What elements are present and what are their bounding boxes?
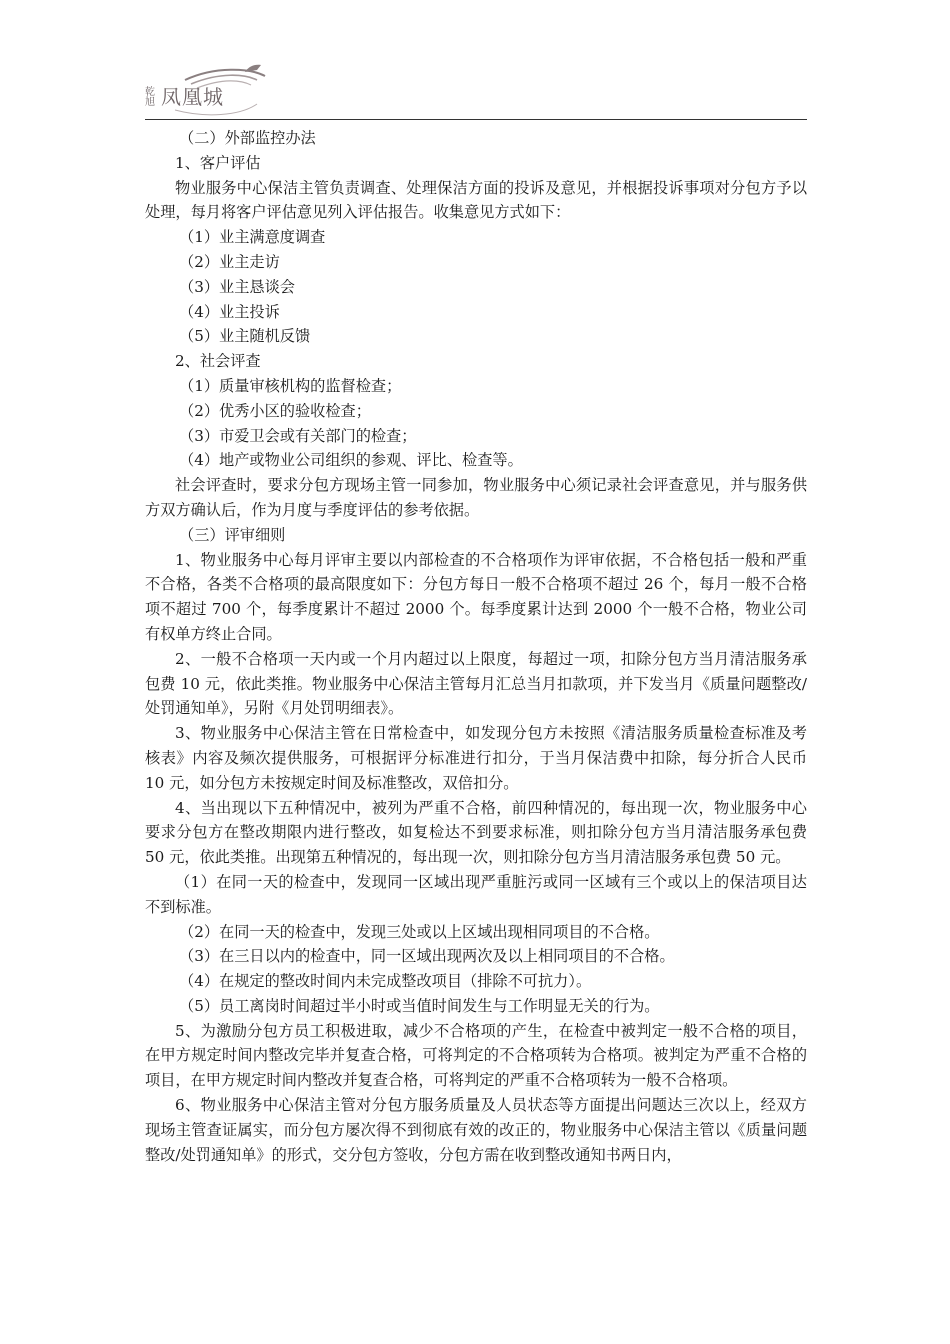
paragraph: （2）在同一天的检查中，发现三处或以上区域出现相同项目的不合格。 bbox=[179, 922, 660, 941]
paragraph: （2）优秀小区的验收检查； bbox=[179, 401, 371, 420]
document-body bbox=[145, 126, 807, 1167]
paragraph: 1、客户评估 bbox=[175, 153, 261, 172]
paragraph: 2、社会评查 bbox=[175, 352, 261, 371]
page-header bbox=[142, 58, 807, 120]
paragraph: 5、为激励分包方员工积极进取，减少不合格项的产生，在检查中被判定一般不合格的项目，在甲方规定时间内整改完毕并复查合格，可将判定的不合格项转为合格项。被判定为严重不合格的项目，在甲方规定时间内整改并复查合格，可将判定的严重不合格项转为一般不合格项。 bbox=[145, 1021, 807, 1090]
paragraph: （3）业主恳谈会 bbox=[179, 277, 295, 296]
paragraph: 物业服务中心保洁主管负责调查、处理保洁方面的投诉及意见，并根据投诉事项对分包方予以处理，每月将客户评估意见列入评估报告。收集意见方式如下： bbox=[145, 178, 807, 222]
paragraph: 6、物业服务中心保洁主管对分包方服务质量及人员状态等方面提出问题达三次以上，经双方现场主管查证属实，而分包方屡次得不到彻底有效的改正的，物业服务中心保洁主管以《质量问题整改/处罚通知单》的形式，交分包方签收，分包方需在收到整改通知书两日内， bbox=[145, 1096, 807, 1164]
paragraph: （1）业主满意度调查 bbox=[179, 228, 326, 247]
phoenix-city-logo bbox=[142, 58, 305, 118]
paragraph: （3）市爱卫会或有关部门的检查； bbox=[179, 426, 417, 445]
paragraph: （5）员工离岗时间超过半小时或当值时间发生与工作明显无关的行为。 bbox=[179, 996, 660, 1015]
paragraph: （三）评审细则 bbox=[179, 525, 286, 544]
paragraph: （4）在规定的整改时间内未完成整改项目（排除不可抗力）。 bbox=[179, 972, 592, 991]
paragraph: （2）业主走访 bbox=[179, 252, 280, 271]
paragraph: 1、物业服务中心每月评审主要以内部检查的不合格项作为评审依据，不合格包括一般和严重不合格，各类不合格项的最高限度如下：分包方每日一般不合格项不超过 26 个，每月一般不合格项不超过 700 个，每季度累计不超过 2000 个。每季度累计达到 2000 个一般不合格，物业公司有权单方终止合同。 bbox=[145, 550, 807, 643]
paragraph: （3）在三日以内的检查中，同一区域出现两次及以上相同项目的不合格。 bbox=[179, 947, 675, 966]
paragraph: 2、一般不合格项一天内或一个月内超过以上限度，每超过一项，扣除分包方当月清洁服务承包费 10 元，依此类推。物业服务中心保洁主管每月汇总当月扣款项，并下发当月《质量问题整改/处罚通知单》，另附《月处罚明细表》。 bbox=[145, 649, 807, 718]
paragraph: 3、物业服务中心保洁主管在日常检查中，如发现分包方未按照《清洁服务质量检查标准及考核表》内容及频次提供服务，可根据评分标准进行扣分，于当月保洁费中扣除，每分折合人民币 10 元，如分包方未按规定时间及标准整改，双倍扣分。 bbox=[145, 724, 807, 792]
paragraph: 4、当出现以下五种情况中，被列为严重不合格，前四种情况的，每出现一次，物业服务中心要求分包方在整改期限内进行整改，如复检达不到要求标准，则扣除分包方当月清洁服务承包费 50 元，依此类推。出现第五种情况的，每出现一次，则扣除分包方当月清洁服务承包费 50 元。 bbox=[145, 798, 807, 867]
paragraph: （4）地产或物业公司组织的参观、评比、检查等。 bbox=[179, 451, 523, 470]
paragraph: （4）业主投诉 bbox=[179, 302, 280, 321]
paragraph: 社会评查时，要求分包方现场主管一同参加，物业服务中心须记录社会评查意见，并与服务供方双方确认后，作为月度与季度评估的参考依据。 bbox=[145, 476, 807, 519]
logo-text: 凤凰城 bbox=[161, 85, 224, 109]
paragraph: （1）质量审核机构的监督检查； bbox=[179, 376, 402, 395]
header-rule bbox=[145, 119, 807, 120]
paragraph: （1）在同一天的检查中，发现同一区域出现严重脏污或同一区域有三个或以上的保洁项目达不到标准。 bbox=[145, 872, 807, 916]
paragraph: （5）业主随机反馈 bbox=[179, 327, 311, 346]
logo-small-text: 乾旭 bbox=[142, 86, 154, 106]
paragraph: （二）外部监控办法 bbox=[179, 129, 316, 147]
